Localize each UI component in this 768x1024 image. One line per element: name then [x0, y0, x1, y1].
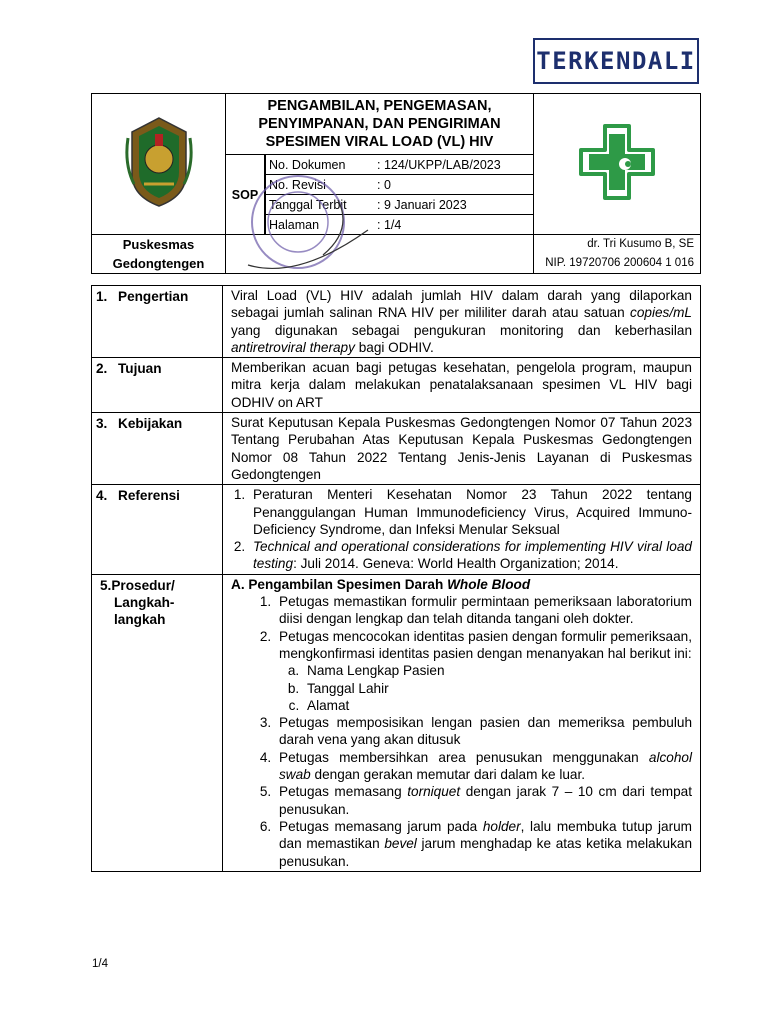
meta-row: Halaman : 1/4 [266, 215, 534, 235]
list-item: 4. Petugas membersihkan area penusukan menggunakan alcohol swab dengan gerakan memutar dari dalam ke luar. [275, 749, 692, 784]
section-body: Viral Load (VL) HIV adalah jumlah HIV dalam darah yang dilaporkan sebagai jumlah salinan RNA HIV per mililiter darah atau satuan copies/mL yang digunakan sebagai pengukuran monitoring dan keberhasilan antiretroviral therapy bagi ODHIV. [223, 286, 701, 358]
section-label: 2. Tujuan [92, 358, 223, 413]
signer-name: dr. Tri Kusumo B, SE [587, 238, 694, 250]
title-line-2: PENYIMPANAN, DAN PENGIRIMAN [258, 116, 501, 132]
list-item: 2. Technical and operational considerations for implementing HIV viral load testing: Juli 2014. Geneva: World Health Organization; 2014. [249, 538, 692, 573]
approval-blank [226, 235, 534, 274]
institution-name: Puskesmas Gedongtengen [92, 235, 226, 274]
section-body [223, 485, 701, 574]
city-emblem-cell [92, 94, 226, 235]
section-row [92, 413, 701, 485]
document-meta [265, 155, 534, 235]
list-item: 6. Petugas memasang jarum pada holder, lalu membuka tutup jarum dan memastikan bevel jarum menghadap ke atas ketika melakukan penusukan. [275, 818, 692, 870]
section-body [223, 574, 701, 871]
page-number: 1/4 [92, 958, 108, 970]
section-label: 3. Kebijakan [92, 413, 223, 485]
section-row [92, 574, 701, 871]
list-item: 1. Peraturan Menteri Kesehatan Nomor 23 Tahun 2022 tentang Penanggulangan Human Immunodeficiency Virus, Acquired Immuno-Deficiency Syndrome, dan Infeksi Menular Seksual [249, 486, 692, 538]
section-label: 4. Referensi [92, 485, 223, 574]
document-header [91, 93, 701, 274]
section-body: Memberikan acuan bagi petugas kesehatan, pengelola program, maupun mitra kerja dalam melakukan penatalaksanaan spesimen VL HIV bagi ODHIV on ART [223, 358, 701, 413]
section-label: 1. Pengertian [92, 286, 223, 358]
list-item: 2. Petugas mencocokan identitas pasien dengan formulir pemeriksaan, mengkonfirmasi identitas pasien dengan menanyakan hal berikut ini: a. Nama Lengkap Pasien b. Tanggal Lahir c. Alamat [275, 628, 692, 714]
list-item: 3. Petugas memposisikan lengan pasien dan memeriksa pembuluh darah vena yang akan ditusuk [275, 714, 692, 749]
meta-row: No. Revisi : 0 [266, 175, 534, 195]
sop-content-table [91, 285, 701, 872]
list-item: 1. Petugas memastikan formulir permintaan pemeriksaan laboratorium diisi dengan lengkap dan telah ditanda tangani oleh dokter. [275, 593, 692, 628]
stamp-label: TERKENDALI [536, 47, 696, 75]
city-emblem-icon [124, 114, 194, 210]
section-label: 5.Prosedur/ Langkah- langkah [92, 574, 223, 871]
meta-row: Tanggal Terbit : 9 Januari 2023 [266, 195, 534, 215]
title-line-3: SPESIMEN VIRAL LOAD (VL) HIV [265, 134, 494, 150]
sop-label: SOP [226, 155, 265, 235]
list-item: c. Alamat [303, 697, 692, 714]
sub-list [279, 662, 692, 714]
signer-nip: NIP. 19720706 200604 1 016 [545, 257, 694, 269]
title-line-1: PENGAMBILAN, PENGEMASAN, [267, 98, 492, 114]
meta-row: No. Dokumen : 124/UKPP/LAB/2023 [266, 155, 534, 175]
list-item: 5. Petugas memasang torniquet dengan jarak 7 – 10 cm dari tempat penusukan. [275, 783, 692, 818]
section-body: Surat Keputusan Kepala Puskesmas Gedongtengen Nomor 07 Tahun 2023 Tentang Perubahan Atas Keputusan Kepala Puskesmas Gedongtengen Nomor 08 Tahun 2022 Tentang Jenis-Jenis Layanan di Puskesmas Gedongtengen [223, 413, 701, 485]
list-item: a. Nama Lengkap Pasien [303, 662, 692, 679]
terkendali-stamp [533, 38, 699, 84]
signer-block [534, 235, 701, 274]
section-row [92, 286, 701, 358]
puskesmas-cross-icon [575, 120, 659, 204]
section-row [92, 485, 701, 574]
list-item: b. Tanggal Lahir [303, 680, 692, 697]
reference-list [231, 486, 692, 572]
procedure-steps [231, 593, 692, 870]
section-row [92, 358, 701, 413]
subsection-title: A. Pengambilan Spesimen Darah Whole Blood [231, 576, 531, 592]
puskesmas-logo-cell [534, 94, 701, 235]
document-title [226, 94, 534, 155]
